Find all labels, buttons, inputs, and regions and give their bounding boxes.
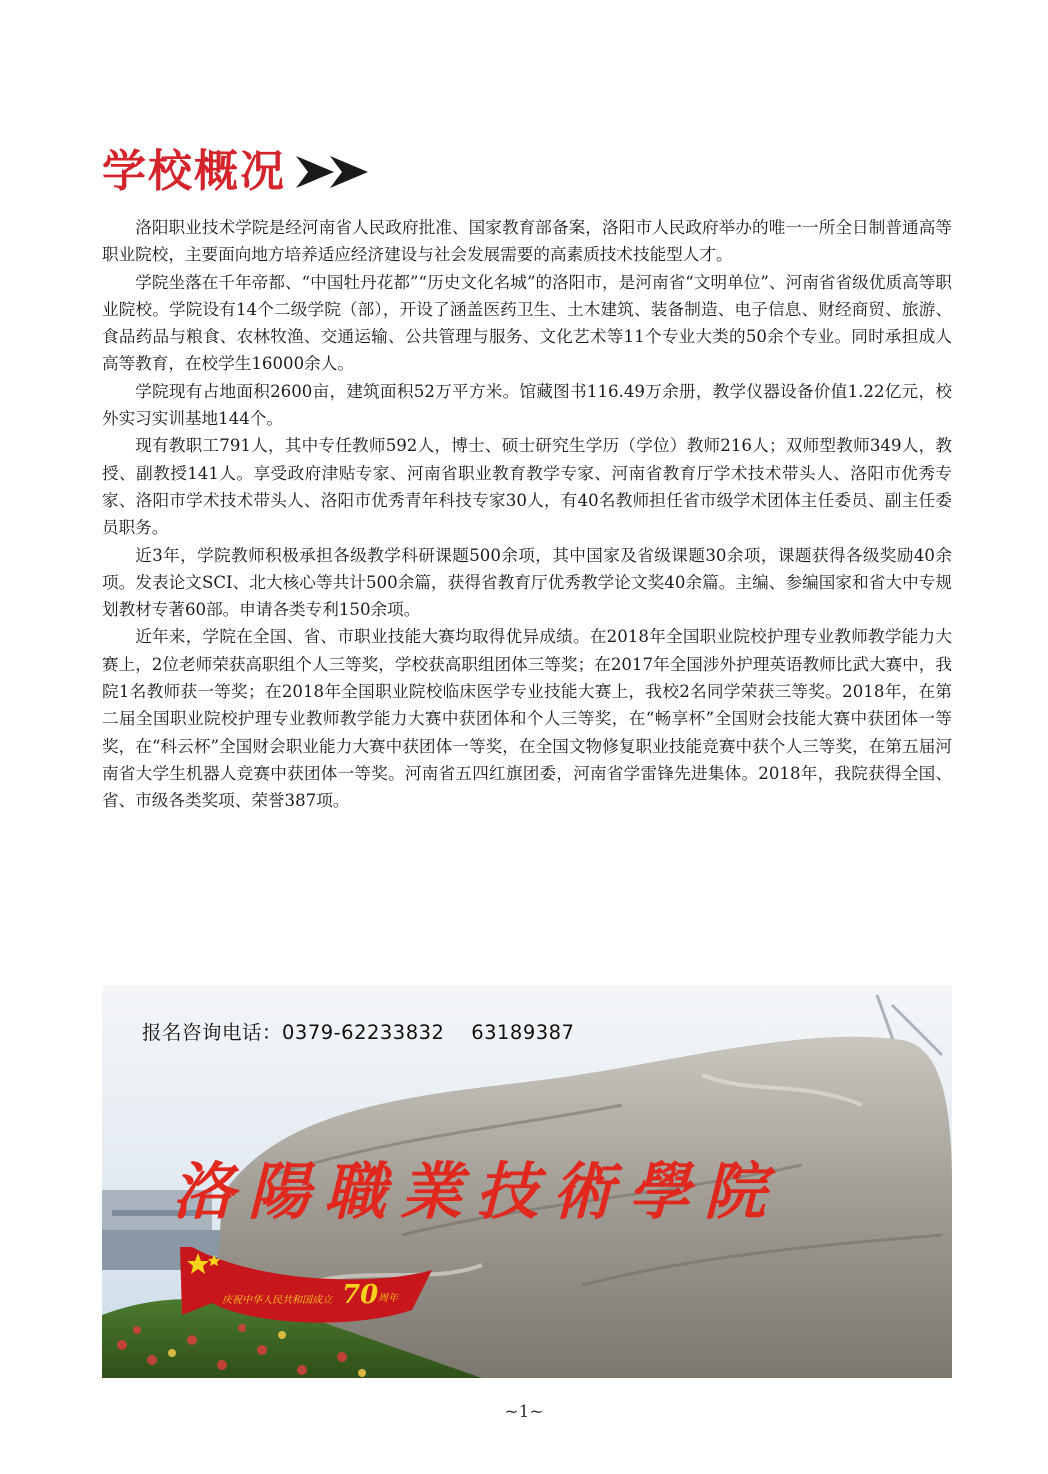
banner-suffix: 周年 (378, 1293, 398, 1304)
contact-phone: 报名咨询电话：0379-62233832 63189387 (142, 1021, 575, 1044)
banner-number: 70 (342, 1280, 379, 1310)
rock-inscription: 洛陽職業技術學院 (172, 1155, 781, 1228)
double-right-arrow-icon (294, 152, 374, 192)
page-number: ~1~ (504, 1402, 544, 1422)
section-header (102, 142, 374, 202)
page-title: 学校概况 (102, 146, 286, 197)
paragraph: 近年来，学院在全国、省、市职业技能大赛均取得优异成绩。在2018年全国职业院校护理专业教师教学能力大赛上，2位老师荣获高职组个人三等奖，学校获高职组团体三等奖；在2017年全国涉外护理英语教师比武大赛中，我院1名教师获一等奖；在2018年全国职业院校临床医学专业技能大赛上，我校2名同学荣获三等奖。2018年，在第二届全国职业院校护理专业教师教学能力大赛中获团体和个人三等奖，在“畅享杯”全国财会技能大赛中获团体一等奖，在“科云杯”全国财会职业能力大赛中获团体一等奖，在全国文物修复职业技能竞赛中获个人三等奖，在第五届河南省大学生机器人竞赛中获团体一等奖。河南省五四红旗团委，河南省学雷锋先进集体。2018年，我院获得全国、省、市级各类奖项、荣誉387项。 (102, 627, 952, 811)
campus-rock-photo (102, 985, 952, 1378)
paragraph: 现有教职工791人，其中专任教师592人，博士、硕士研究生学历（学位）教师216人；双师型教师349人，教授、副教授141人。享受政府津贴专家、河南省职业教育教学专家、河南省教育厅学术技术带头人、洛阳市优秀专家、洛阳市学术技术带头人、洛阳市优秀青年科技专家30人，有40名教师担任省市级学术团体主任委员、副主任委员职务。 (102, 436, 952, 538)
paragraph: 洛阳职业技术学院是经河南省人民政府批准、国家教育部备案，洛阳市人民政府举办的唯一一所全日制普通高等职业院校，主要面向地方培养适应经济建设与社会发展需要的高素质技术技能型人才。 (102, 218, 952, 265)
paragraph: 近3年，学院教师积极承担各级教学科研课题500余项，其中国家及省级课题30余项，课题获得各级奖励40余项。发表论文SCI、北大核心等共计500余篇，获得省教育厅优秀教学论文奖40余篇。主编、参编国家和省大中专规划教材专著60部。申请各类专利150余项。 (102, 545, 952, 620)
paragraph: 学院现有占地面积2600亩，建筑面积52万平方米。馆藏图书116.49万余册，教学仪器设备价值1.22亿元，校外实习实训基地144个。 (102, 381, 952, 429)
paragraph: 学院坐落在千年帝都、“中国牡丹花都”“历史文化名城”的洛阳市，是河南省“文明单位”、河南省省级优质高等职业院校。学院设有14个二级学院（部），开设了涵盖医药卫生、土木建筑、装备制造、电子信息、财经商贸、旅游、食品药品与粮食、农林牧渔、交通运输、公共管理与服务、文化艺术等11个专业大类的50余个专业。同时承担成人高等教育，在校学生16000余人。 (102, 272, 952, 374)
banner-text: 庆祝中华人民共和国成立 (222, 1295, 332, 1306)
intro-text (102, 214, 952, 815)
